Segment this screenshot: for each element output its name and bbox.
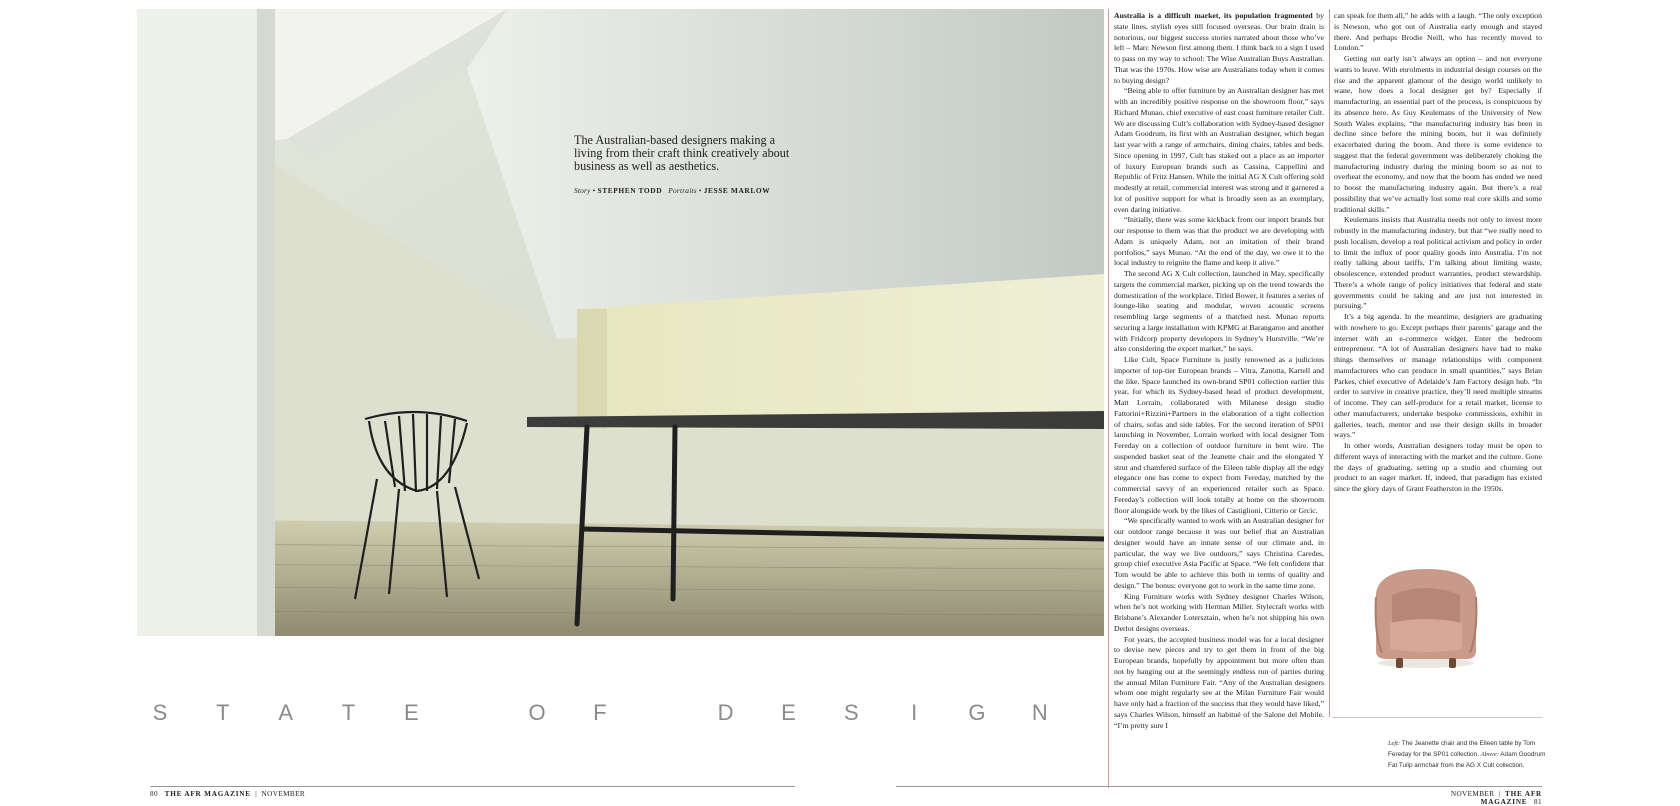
column-separator [1329, 9, 1330, 717]
lead-paragraph [1114, 11, 1324, 86]
title-letter: E [781, 700, 796, 725]
caption-above-text: Adam Goodrum Fat Tulip armchair from the AG X Cult collection. [1388, 751, 1546, 769]
body-paragraph: “Initially, there was some kickback from our import brands but our response to them was that the product we are developing with Adam is uniquely Adam, not an imitation of their brand portfolios,” says Munao. “At the end of the day, we owe it to the local industry to reignite the flame and keep it alive.” [1114, 215, 1324, 268]
article-credits: Story • STEPHEN TODD Portraits • JESSE MARLOW [574, 186, 771, 195]
body-paragraph: King Furniture works with Sydney designer Charles Wilson, when he’s not working with Herman Miller. Stylecraft works with Brisbane’s Alexander Lotersztain, when he’s not shipping his own Derlot designs overseas. [1114, 591, 1324, 633]
image-rule [1332, 717, 1542, 718]
page-number-left: 80 [150, 790, 158, 798]
body-column-1 [1114, 11, 1324, 781]
body-paragraph: Getting out early isn’t always an option – and not everyone wants to leave. With enrolments in industrial design courses on the rise and the apparent glamour of the design world unlikely to wane, how does a local designer get by? Especially if manufacturing, an essential part of the process, is conspicuous by its absence here. As Guy Keulemans of the University of New South Wales explains, “the manufacturing industry has been in decline since before the mining boom, but it was definitely exacerbated during the boom. And there is some evidence to suggest that the federal government was deliberately choking the manufacturing industry during the mining boom so as not to overheat the economy, and now that the boom has ended we need to boost the manufacturing industry again. But there’s a real possibility that we’ve actually lost some real core skills and some traditional skills.” [1334, 54, 1542, 214]
title-letter: D [717, 700, 734, 725]
body-paragraph: can speak for them all,” he adds with a laugh. “The only exception is Newson, who got out of Australia early enough and stayed there. And perhaps Brodie Neill, who has recently moved to London.” [1334, 11, 1542, 53]
magazine-name-right: THE AFR MAGAZINE [1480, 790, 1542, 806]
lead-text: by state lines, stylish eyes still focused overseas. Our brain drain is notorious, our biggest success stories narrated about those who’ve left – Marc Newson first among them. I think back to a sign I used to pass on my way to school: The Wise Australian Buys Australian. That was the 1970s. How wise are Australians today when it comes to buying design? [1114, 11, 1324, 85]
article-deck: The Australian-based designers making a living from their craft think creatively about business as well as aesthetics. [574, 133, 790, 173]
page-number-right: 81 [1534, 798, 1542, 806]
month-right: NOVEMBER [1450, 790, 1495, 798]
title-letter: I [911, 700, 918, 725]
folio-right: NOVEMBER | THE AFR MAGAZINE 81 [1450, 790, 1542, 806]
title-letter: T [341, 700, 356, 725]
title-letter: F [593, 700, 607, 725]
article-intro [574, 134, 794, 195]
title-letter: T [216, 700, 230, 725]
body-paragraph: The second AG X Cult collection, launched in May, specifically targets the commercial market, picking up on the trend towards the domestication of the workplace. Titled Bower, it features a series of lounge-like seating and modular, woven acoustic screens resembling large segments of a thatched nest. Munao reports securing a large installation with KPMG at Barangaroo and another with Fridcorp property developers in Sydney’s Hurstville. “We’re also considering the export market,” he says. [1114, 269, 1324, 354]
magazine-name-left: THE AFR MAGAZINE [164, 790, 251, 798]
body-column-2 [1334, 11, 1542, 501]
title-letter: N [1031, 700, 1048, 725]
portraits-label: Portraits [668, 186, 697, 195]
title-letter: E [404, 700, 419, 725]
story-label: Story [574, 186, 591, 195]
body-paragraph: In other words, Australian designers today must be open to different ways of interacting with the market and the culture. Gone the days of graduating, setting up a studio and churning out product to an eager market. If, indeed, that paradigm has existed since the glory days of Grant Featherston in the 1950s. [1334, 441, 1542, 493]
title-letter [464, 700, 484, 726]
body-paragraph: “We specifically wanted to work with an Australian designer for our outdoor range because it was our belief that an Australian designer would have an innate sense of our climate and, in particular, the way we live outdoors,” says Christina Caredes, group chief executive Asia Pacific at Space. “We felt confident that Tom would be able to achieve this both in terms of quality and design.” The bonus: everyone got to work in the same time zone. [1114, 516, 1324, 590]
title-letter: S [152, 700, 168, 725]
body-paragraph: Like Cult, Space Furniture is justly renowned as a judicious importer of top-tier European brands – Vitra, Zanotta, Kartell and the like. Space launched its own-brand SP01 collection earlier this year, for which its Sydney-based head of product development, Matt Lorrain, collaborated with Milanese design studio Fattorini+Rizzini+Partners in the elaboration of a tight collection of chairs, sofas and side tables. For the second iteration of SP01 launching in November, Lorrain worked with local designer Tom Fereday on a collection of outdoor furniture in bent wire. The suspended basket seat of the Jeanette chair and the elongated Y strut and chamfered surface of the Eileen table display all the edgy elegance one has come to expect from Fereday, matched by the commercial savvy of an experienced retailer such as Space. Fereday’s collection will look totally at home on the showroom floor alongside work by the likes of Castiglioni, Citterio or Grcic. [1114, 355, 1324, 515]
story-author: STEPHEN TODD [597, 186, 663, 195]
title-letter [653, 700, 673, 726]
caption-above-label: Above: [1480, 751, 1499, 758]
title-letter: G [968, 700, 986, 725]
photo-caption [1388, 738, 1548, 771]
title-letter: O [528, 700, 546, 725]
column-separator [1108, 9, 1109, 788]
month-left: NOVEMBER [261, 790, 306, 798]
title-letter: A [278, 700, 294, 725]
footer-rule-left [150, 786, 795, 787]
body-paragraph: “Being able to offer furniture by an Australian designer has met with an incredibly positive response on the showroom floor,” says Richard Munao, chief executive of east coast furniture retailer Cult. We are discussing Cult’s collaboration with Sydney-based designer Adam Goodrum, its first with an Australian designer, which began last year with a range of armchairs, dining chairs, tables and beds. Since opening in 1997, Cult has staked out a place as an importer of luxury European brands such as Cassina, Cappellini and Republic of Fritz Hansen. While the initial AG X Cult offering sold modestly at retail, commercial interest was strong and it garnered a lot of positive support for what is broadly seen as an exemplary, even daring initiative. [1114, 86, 1324, 214]
body-paragraph: For years, the accepted business model was for a local designer to devise new pieces and try to get them in front of the big European brands, hopefully by appointment but more often than not by hanging out at the seemingly endless run of parties during the annual Milan Furniture Fair. “Any of the Australian designers whom one might regularly see at the Milan Furniture Fair would have only had a fraction of the success that they would have liked,” says Charles Wilson, himself an habitué of the Salone del Mobile. “I’m pretty sure I [1114, 634, 1324, 730]
hero-photo [137, 9, 1104, 636]
armchair-photo [1370, 563, 1482, 673]
lead-in: Australia is a difficult market, its population fragmented [1114, 11, 1313, 20]
folio-left: 80 THE AFR MAGAZINE | NOVEMBER [150, 790, 306, 798]
footer-rule-right [896, 786, 1542, 787]
caption-left-label: Left: [1388, 740, 1401, 747]
portraits-author: JESSE MARLOW [703, 186, 771, 195]
title-letter: S [843, 700, 859, 725]
body-paragraph: It’s a big agenda. In the meantime, designers are graduating with nowhere to go. Except perhaps their parents’ garage and the internet with an e-commerce widget. Enter the bedroom entrepreneur. “A lot of Australian designers have had to make things themselves or manage relationships with component manufacturers who can produce in small quantities,” says Brian Parkes, chief executive of Adelaide’s Jam Factory design hub. “In order to survive in creative practice, they’ll need multiple streams of income. They can self-produce for a retail market, license to other manufacturers, undertake bespoke commissions, exhibit in galleries, teach, mentor and use their design skills in broader ways.” [1334, 312, 1542, 440]
feature-title [150, 700, 1050, 726]
body-paragraph: Keulemans insists that Australia needs not only to invest more robustly in the manufacturing industry, but that “we really need to push localism, develop a real political activism and policy in order to limit the influx of poor quality goods into Australia. I’m not really talking about tariffs, I’m talking about limiting waste, obsolescence, extended product warranties, product stewardship. There’s a whole range of policy initiatives that federal and state governments could be taking and are just not interested in pursuing.” [1334, 215, 1542, 311]
caption-left-text: The Jeanette chair and the Eileen table by Tom Fereday for the SP01 collection. [1388, 740, 1536, 758]
